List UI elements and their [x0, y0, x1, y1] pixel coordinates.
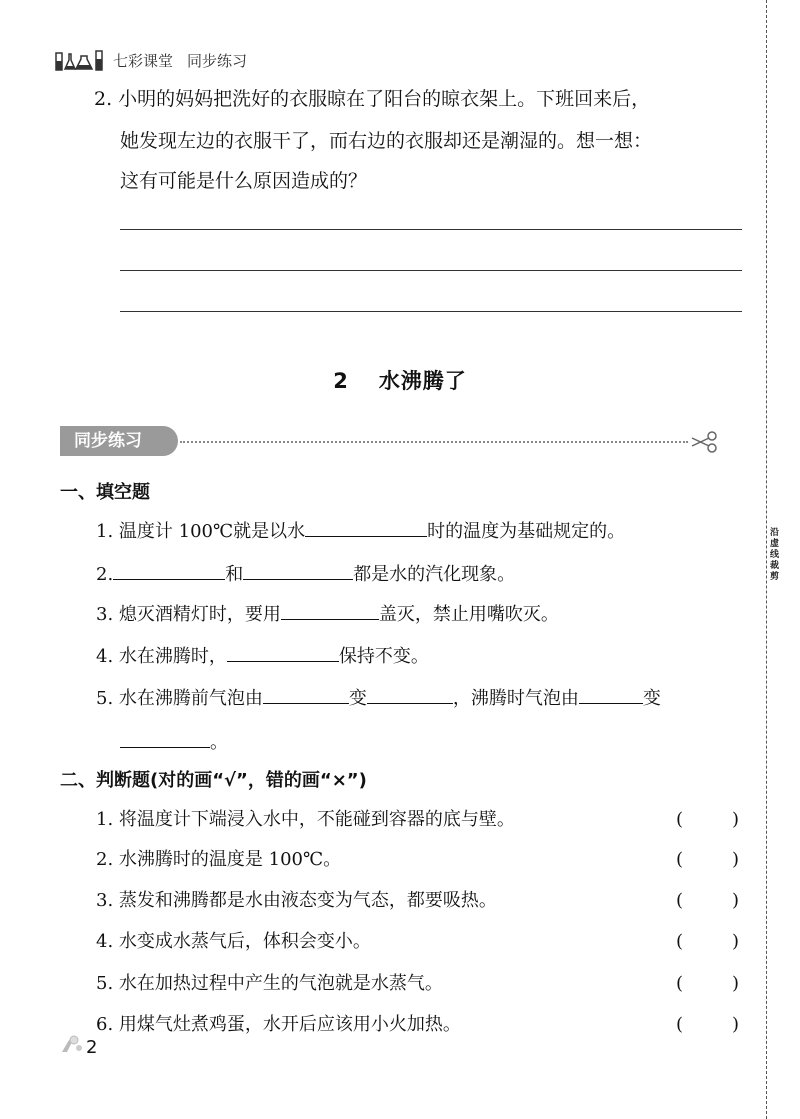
fill-blank[interactable]	[305, 516, 427, 537]
fill-blank[interactable]	[243, 559, 353, 580]
answer-paren-open[interactable]: (	[676, 809, 684, 830]
flask-icon	[58, 1034, 84, 1058]
fill-item-4	[96, 641, 429, 671]
fill-item-4-text-a: 4. 水在沸腾时，	[96, 646, 227, 667]
fill-item-5-text-d: 变	[642, 688, 661, 709]
fill-item-1	[96, 516, 625, 546]
fill-blank[interactable]	[120, 727, 210, 748]
fill-item-1-text-b: 时的温度为基础规定的。	[427, 521, 626, 542]
answer-paren-open[interactable]: (	[676, 890, 684, 911]
answer-paren-close: )	[732, 890, 740, 911]
fill-blank[interactable]	[263, 683, 349, 704]
judge-item-4: 4. 水变成水蒸气后，体积会变小。	[96, 931, 371, 952]
lab-flask-icon	[55, 49, 105, 71]
judge-item-3: 3. 蒸发和沸腾都是水由液态变为气态，都要吸热。	[96, 890, 497, 911]
answer-paren-close: )	[732, 849, 740, 870]
answer-paren-open[interactable]: (	[676, 973, 684, 994]
cut-label: 沿虚线裁剪	[770, 528, 780, 582]
answer-paren-close: )	[732, 931, 740, 952]
fill-item-3-text-b: 盖灭，禁止用嘴吹灭。	[378, 604, 559, 625]
section-fill-blank-title: 一、填空题	[60, 482, 150, 503]
fill-item-5-text-b: 变	[348, 688, 367, 709]
fill-item-2-text-b: 和	[225, 564, 244, 585]
fill-item-5-text-c: ，沸腾时气泡由	[452, 688, 579, 709]
answer-line[interactable]	[120, 311, 742, 312]
fill-item-2-text-c: 都是水的汽化现象。	[353, 564, 516, 585]
header-title: 七彩课堂	[113, 51, 174, 70]
answer-paren-open[interactable]: (	[676, 849, 684, 870]
fill-item-2	[96, 559, 515, 589]
fill-item-5-text-e: 。	[210, 732, 228, 753]
prev-question-line-3: 这有可能是什么原因造成的？	[120, 170, 368, 192]
prev-question-line-2: 她发现左边的衣服干了，而右边的衣服却还是潮湿的。想一想：	[120, 130, 653, 152]
fill-item-5-cont	[120, 727, 228, 757]
scissors-icon	[690, 430, 720, 454]
fill-item-1-text-a: 1. 温度计 100℃就是以水	[96, 521, 306, 542]
answer-line[interactable]	[120, 270, 742, 271]
page-header	[55, 46, 247, 74]
judge-item-5: 5. 水在加热过程中产生的气泡就是水蒸气。	[96, 973, 443, 994]
answer-paren-open[interactable]: (	[676, 1014, 684, 1035]
answer-paren-close: )	[732, 809, 740, 830]
prev-question-line-1: 2. 小明的妈妈把洗好的衣服晾在了阳台的晾衣架上。下班回来后，	[94, 88, 651, 110]
judge-item-6: 6. 用煤气灶煮鸡蛋，水开后应该用小火加热。	[96, 1014, 461, 1035]
lesson-name: 水沸腾了	[378, 369, 467, 393]
judge-item-2: 2. 水沸腾时的温度是 100℃。	[96, 849, 342, 870]
answer-paren-close: )	[732, 1014, 740, 1035]
fill-blank[interactable]	[113, 559, 225, 580]
fill-item-4-text-b: 保持不变。	[338, 646, 429, 667]
fill-item-5-text-a: 5. 水在沸腾前气泡由	[96, 688, 263, 709]
answer-paren-close: )	[732, 973, 740, 994]
fill-blank[interactable]	[579, 683, 643, 704]
fill-blank[interactable]	[367, 683, 453, 704]
fill-item-3-text-a: 3. 熄灭酒精灯时，要用	[96, 604, 281, 625]
page-footer	[58, 1034, 97, 1058]
cut-dashed-line	[766, 0, 767, 1119]
header-subtitle: 同步练习	[187, 51, 248, 70]
answer-paren-open[interactable]: (	[676, 931, 684, 952]
fill-item-5	[96, 683, 661, 713]
fill-blank[interactable]	[281, 599, 379, 620]
lesson-title	[0, 365, 800, 395]
judge-item-1: 1. 将温度计下端浸入水中，不能碰到容器的底与壁。	[96, 809, 515, 830]
practice-banner: 同步练习	[60, 426, 178, 456]
fill-blank[interactable]	[227, 641, 339, 662]
answer-line[interactable]	[120, 229, 742, 230]
page-number: 2	[86, 1037, 98, 1058]
section-judge-title: 二、判断题(对的画“√”，错的画“×”)	[60, 770, 367, 791]
fill-item-2-text-a: 2.	[96, 564, 114, 585]
lesson-number: 2	[333, 369, 349, 393]
banner-dotted-divider	[180, 441, 688, 443]
fill-item-3	[96, 599, 559, 629]
